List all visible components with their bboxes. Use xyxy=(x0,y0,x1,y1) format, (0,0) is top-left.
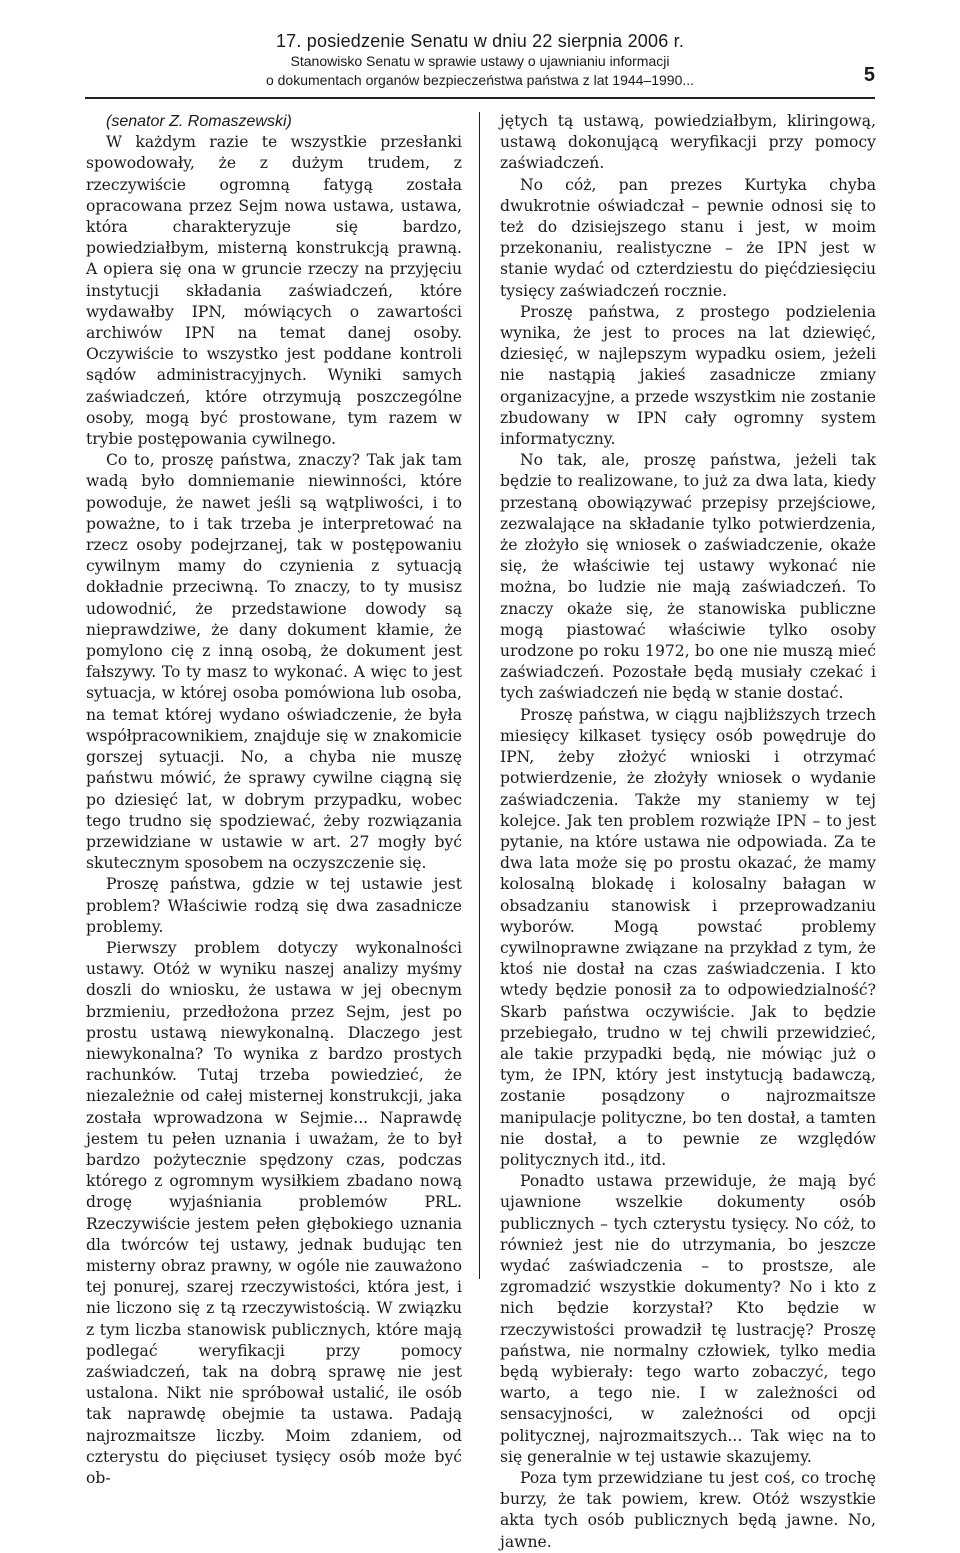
paragraph-continuation: jętych tą ustawą, powiedziałbym, kliringową, ustawą dokonującą weryfikacji przy pomocy zaświadczeń. xyxy=(500,112,876,173)
header-subtitle-line-2: o dokumentach organów bezpieczeństwa państwa z lat 1944–1990... xyxy=(265,72,695,88)
header-subtitle-line-1: Stanowisko Senatu w sprawie ustawy o ujawnianiu informacji xyxy=(290,53,670,69)
page-number: 5 xyxy=(863,64,875,86)
speaker-label: (senator Z. Romaszewski) xyxy=(106,113,292,130)
paragraph: Proszę państwa, gdzie w tej ustawie jest problem? Właściwie rodzą się dwa zasadnicze problemy. xyxy=(86,875,462,936)
header-session-title: 17. posiedzenie Senatu w dniu 22 sierpnia 2006 r. xyxy=(275,31,685,51)
paragraph: Proszę państwa, w ciągu najbliższych trzech miesięcy kilkaset tysięcy osób powędruje do IPN, żeby złożyć wnioski i otrzymać potwierdzenie, że złożyły wniosek o wydanie zaświadczenia. Także my staniemy w tej kolejce. Jak ten problem rozwiąże IPN – to jest pytanie, na które ustawa nie odpowiada. Za te dwa lata może się po prostu okazać, że mamy kolosalną blokadę i kolosalny bałagan w obsadzaniu stanowisk i przeprowadzaniu wyborów. Mogą powstać problemy cywilnoprawne związane na przykład z tym, że ktoś nie dostał na czas zaświadczenia. I kto wtedy będzie ponosił za to odpowiedzialność? Skarb państwa oczywiście. Jak to będzie przebiegało, trudno w tej chwili przewidzieć, ale takie przypadki będą, nie mówiąc już o tym, że IPN, który jest instytucją badawczą, zostanie posądzony o najrozmaitsze manipulacje polityczne, bo ten dostał, a tamten nie dostał, a to pewnie ze względów politycznych itd., itd. xyxy=(500,705,876,1169)
column-divider xyxy=(479,112,480,1279)
paragraph: Ponadto ustawa przewiduje, że mają być ujawnione wszelkie dokumenty osób publicznych – tych czterystu tysięcy. No cóż, to również jest nie do utrzymania, bo jeszcze wydać zaświadczenia – to prostsze, ale zgromadzić wszystkie dokumenty? No i kto z nich będzie korzystał? Kto będzie w rzeczywistości prowadził tę lustrację? Proszę państwa, nie normalny człowiek, tylko media będą wybierały: tego warto zobaczyć, tego warto, a tego nie. I w zależności od sensacyjności, w zależności od opcji politycznej, najrozmaitszych... Tak więc na to się generalnie w tej ustawie skazujemy. xyxy=(500,1172,876,1466)
paragraph: No cóż, pan prezes Kurtyka chyba dwukrotnie oświadczał – pewnie odnosi się to też do dzisiejszego stanu i jest, w moim przekonaniu, realistyczne – że IPN jest w stanie wydać od czterdziestu do pięćdziesięciu tysięcy zaświadczeń rocznie. xyxy=(500,175,876,300)
header-rule xyxy=(85,97,875,99)
paragraph: Proszę państwa, z prostego podzielenia wynika, że jest to proces na lat dziewięć, dziesięć, w najlepszym wypadku osiem, jeżeli nie nastąpią jakieś zasadnicze zmiany organizacyjne, a przede wszystkim nie zostanie zbudowany w IPN cały ogromny system informatyczny. xyxy=(500,302,876,449)
page-header xyxy=(0,30,960,90)
paragraph: Pierwszy problem dotyczy wykonalności ustawy. Otóż w wyniku naszej analizy myśmy doszli do wniosku, że ustawa w jej obecnym brzmieniu, przedłożona przez Sejm, jest po prostu ustawą niewykonalną. Dlaczego jest niewykonalna? To wynika z bardzo prostych rachunków. Tutaj trzeba powiedzieć, że niezależnie od całej misternej konstrukcji, jaka została wprowadzona w Sejmie... Naprawdę jestem tu pełen uznania i uważam, że to był bardzo pożytecznie spędzony czas, podczas którego z ogromnym wysiłkiem zbadano nową drogę wyjaśniania problemów PRL. Rzeczywiście jestem pełen głębokiego uznania dla twórców tej ustawy, jednak budując ten misterny obraz prawny, w ogóle nie zauważono tej ponurej, szarej rzeczywistości, która jest, i nie liczono się z tą rzeczywistością. W związku z tym liczba stanowisk publicznych, które mają podlegać weryfikacji przy pomocy zaświadczeń, tak na dobrą sprawę nie jest ustalona. Nikt nie spróbował ustalić, ile osób tak naprawdę obejmie ta ustawa. Padają najrozmaitsze liczby. Moim zdaniem, od czterystu do pięciuset tysięcy osób może być ob- xyxy=(86,938,462,1487)
right-column xyxy=(500,111,876,1553)
paragraph: No tak, ale, proszę państwa, jeżeli tak będzie to realizowane, to już za dwa lata, kiedy przestaną obowiązywać przepisy przejściowe, zezwalające na składanie tylko potwierdzenia, że złożyło się wniosek o zaświadczenie, okaże się, że właściwie tej ustawy wykonać nie można, bo ludzie nie mają zaświadczeń. To znaczy okaże się, że stanowiska publiczne mogą piastować właściwie tylko osoby urodzone po roku 1972, bo one nie muszą mieć zaświadczeń. Pozostałe będą musiały czekać i tych zaświadczeń nie będą w stanie dostać. xyxy=(500,451,876,703)
paragraph: Co to, proszę państwa, znaczy? Tak jak tam wadą było domniemanie niewinności, które powoduje, że nawet jeśli są wątpliwości, i to poważne, to i tak trzeba je interpretować na rzecz osoby podejrzanej, tak w postępowaniu cywilnym mamy do czynienia z sytuacją dokładnie przeciwną. To znaczy, to ty musisz udowodnić, że przedstawione dowody są nieprawdziwe, że dany dokument kłamie, że pomylono cię z inną osobą, że dokument jest fałszywy. To ty masz to wykonać. A więc to jest sytuacja, w której osoba pomówiona lub osoba, na temat której wydano oświadczenie, że była współpracownikiem, znajduje się w znakomicie gorszej sytuacji. No, a chyba nie muszę państwu mówić, że sprawy cywilne ciągną się po dziesięć lat, w dobrym przypadku, wobec tego trudno się spodziewać, żeby rozwiązania przewidziane w ustawie w art. 27 mogły być skutecznym sposobem na oczyszczenie się. xyxy=(86,451,462,873)
paragraph: Poza tym przewidziane tu jest coś, co trochę burzy, że tak powiem, krew. Otóż wszystkie akta tych osób publicznych będą jawne. No, jawne. xyxy=(500,1469,876,1551)
paragraph: W każdym razie te wszystkie przesłanki spowodowały, że z dużym trudem, z rzeczywiście ogromną fatygą została opracowana przez Sejm nowa ustawa, ustawa, która charakteryzuje się bardzo, powiedziałbym, misterną konstrukcją prawną. A opiera się ona w gruncie rzeczy na przyjęciu instytucji składania zaświadczeń, które wydawałby IPN, mówiących o zawartości archiwów IPN na temat danej osoby. Oczywiście to wszystko jest poddane kontroli sądów administracyjnych. Wyniki samych zaświadczeń, które otrzymują poszczególne osoby, mogą być prostowane, tym razem w trybie postępowania cywilnego. xyxy=(86,133,462,449)
left-column xyxy=(86,111,462,1489)
